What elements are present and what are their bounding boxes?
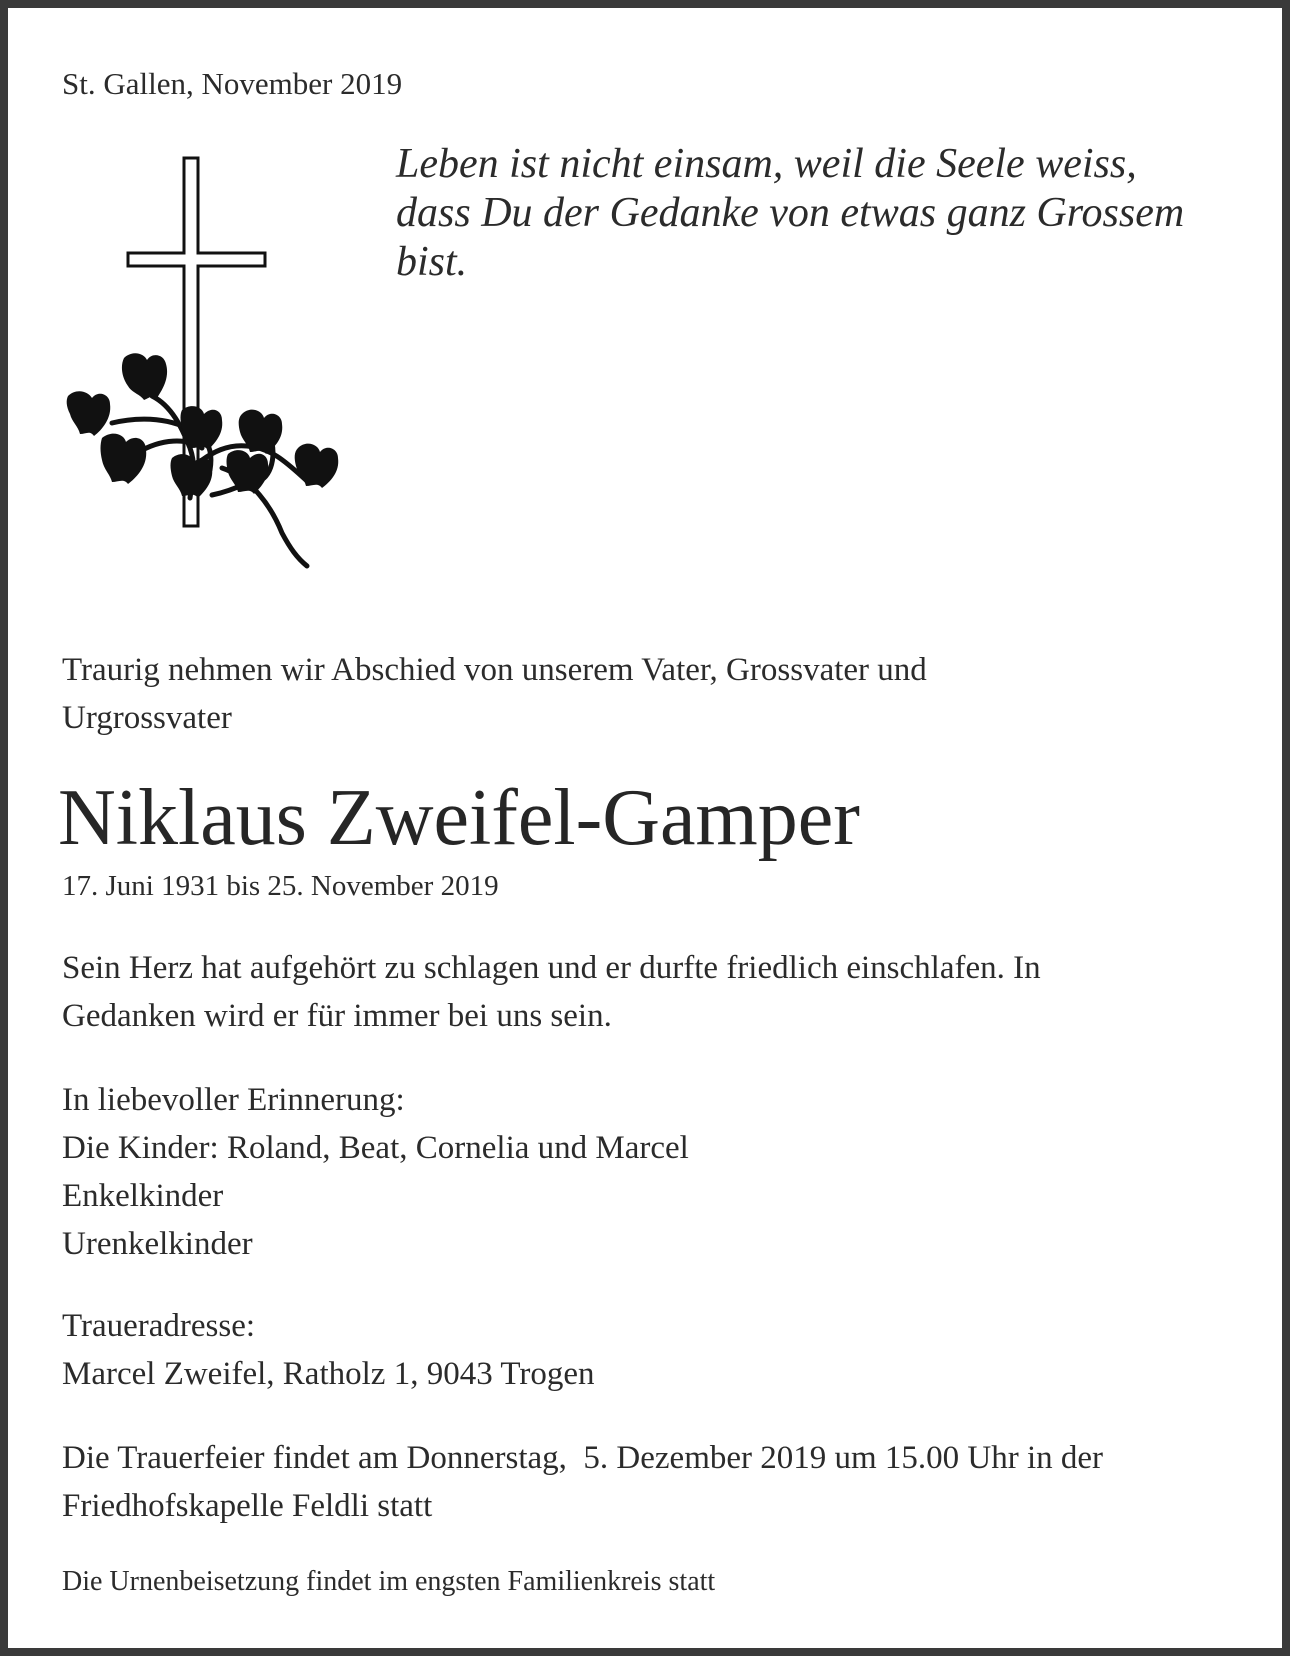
farewell-line: Urgrossvater bbox=[62, 700, 232, 736]
service-line: Friedhofskapelle Feldli statt bbox=[62, 1488, 433, 1524]
memory-line: Die Kinder: Roland, Beat, Cornelia und Marcel bbox=[62, 1130, 689, 1166]
urn-note: Die Urnenbeisetzung findet im engsten Familienkreis statt bbox=[62, 1566, 716, 1597]
heart-line: Gedanken wird er für immer bei uns sein. bbox=[62, 998, 612, 1034]
heart-line: Sein Herz hat aufgehört zu schlagen und er durfte friedlich einschlafen. In bbox=[62, 950, 1041, 986]
cross-with-ivy-icon bbox=[62, 148, 362, 588]
motto-line: dass Du der Gedanke von etwas ganz Grossem bbox=[396, 190, 1185, 236]
service-paragraph bbox=[62, 1434, 1252, 1530]
farewell-text bbox=[62, 646, 1222, 742]
memory-heading: In liebevoller Erinnerung: bbox=[62, 1082, 405, 1118]
memory-line: Enkelkinder bbox=[62, 1178, 224, 1214]
motto-line: Leben ist nicht einsam, weil die Seele weiss, bbox=[396, 141, 1137, 187]
farewell-line: Traurig nehmen wir Abschied von unserem Vater, Grossvater und bbox=[62, 652, 927, 688]
service-line: Die Trauerfeier findet am Donnerstag, 5. Dezember 2019 um 15.00 Uhr in der bbox=[62, 1440, 1104, 1476]
memory-line: Urenkelkinder bbox=[62, 1226, 253, 1262]
address-section bbox=[62, 1302, 1252, 1398]
memory-section bbox=[62, 1076, 1252, 1268]
heart-paragraph bbox=[62, 944, 1252, 1040]
deceased-name: Niklaus Zweifel-Gamper bbox=[58, 774, 860, 862]
motto-line: bist. bbox=[396, 239, 468, 285]
address-heading: Traueradresse: bbox=[62, 1308, 256, 1344]
place-date: St. Gallen, November 2019 bbox=[62, 66, 403, 101]
motto-quote bbox=[396, 140, 1266, 287]
lifespan-dates: 17. Juni 1931 bis 25. November 2019 bbox=[62, 870, 499, 902]
address-line: Marcel Zweifel, Ratholz 1, 9043 Trogen bbox=[62, 1356, 595, 1392]
